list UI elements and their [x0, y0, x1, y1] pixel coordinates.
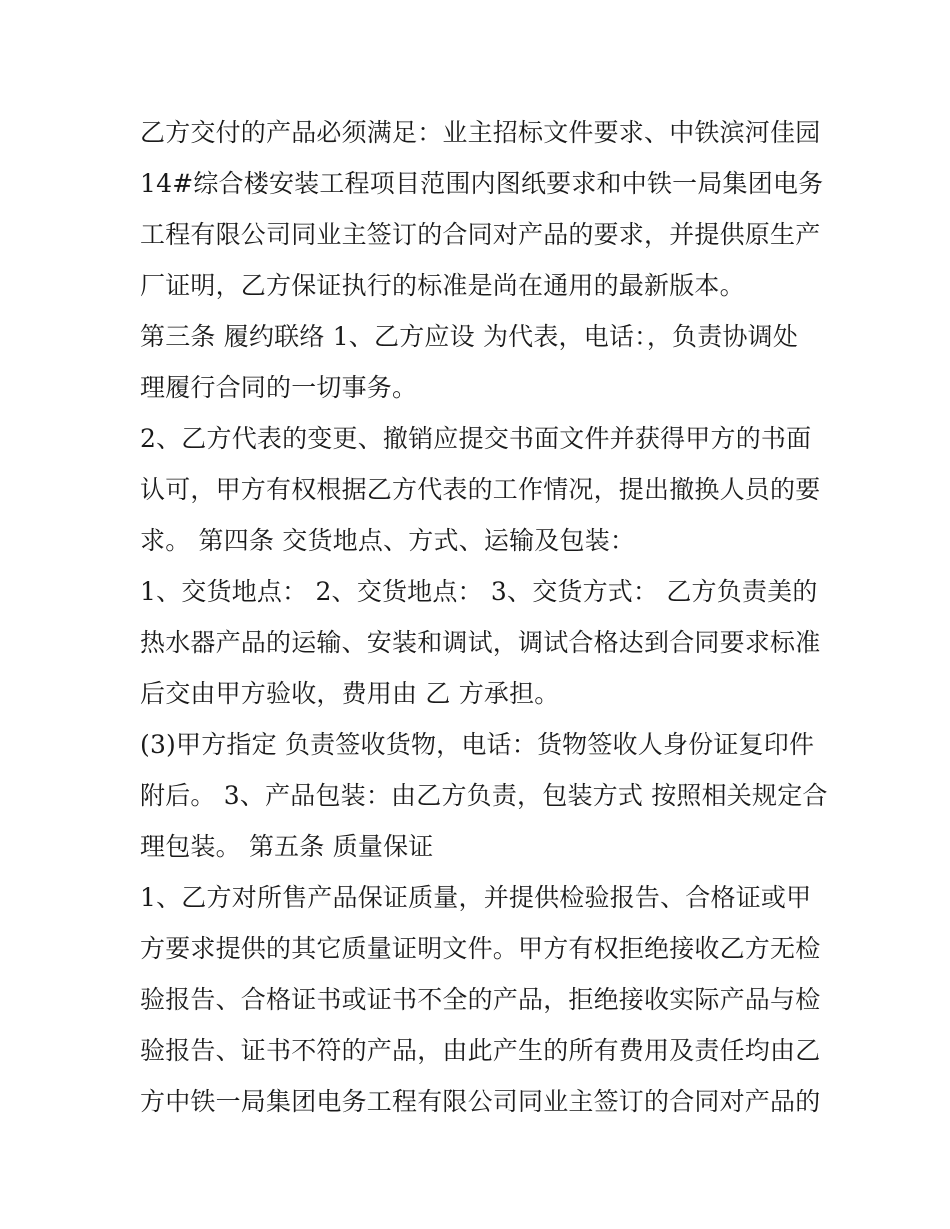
text-line: 第三条 履约联络 1、乙方应设 为代表，电话：，负责协调处 [140, 322, 799, 351]
text-line: 1、乙方对所售产品保证质量，并提供检验报告、合格证或甲 [140, 883, 812, 912]
text-line: 2、乙方代表的变更、撤销应提交书面文件并获得甲方的书面 [140, 424, 812, 453]
text-line: 1、交货地点： 2、交货地点： 3、交货方式： 乙方负责美的 [140, 577, 818, 606]
text-line: 14#综合楼安装工程项目范围内图纸要求和中铁一局集团电务 [140, 169, 824, 198]
text-line: 附后。 3、产品包装：由乙方负责，包装方式 按照相关规定合 [140, 781, 828, 810]
text-line: (3)甲方指定 负责签收货物，电话：货物签收人身份证复印件 [140, 730, 815, 759]
text-line: 认可，甲方有权根据乙方代表的工作情况，提出撤换人员的要 [140, 475, 821, 504]
text-line: 验报告、证书不符的产品，由此产生的所有费用及责任均由乙 [140, 1036, 821, 1065]
text-line: 乙方交付的产品必须满足：业主招标文件要求、中铁滨河佳园 [140, 118, 821, 147]
text-line: 验报告、合格证书或证书不全的产品，拒绝接收实际产品与检 [140, 985, 821, 1014]
text-line: 求。 第四条 交货地点、方式、运输及包装： [140, 526, 636, 555]
text-line: 理履行合同的一切事务。 [140, 373, 418, 402]
text-line: 理包装。 第五条 质量保证 [140, 832, 434, 861]
contract-text [140, 107, 830, 1127]
text-line: 工程有限公司同业主签订的合同对产品的要求，并提供原生产 [140, 220, 821, 249]
text-line: 厂证明，乙方保证执行的标准是尚在通用的最新版本。 [140, 271, 745, 300]
text-line: 后交由甲方验收，费用由 乙 方承担。 [140, 679, 560, 708]
text-line: 方中铁一局集团电务工程有限公司同业主签订的合同对产品的 [140, 1087, 821, 1116]
text-line: 方要求提供的其它质量证明文件。甲方有权拒绝接收乙方无检 [140, 934, 821, 963]
text-line: 热水器产品的运输、安装和调试，调试合格达到合同要求标准 [140, 628, 821, 657]
